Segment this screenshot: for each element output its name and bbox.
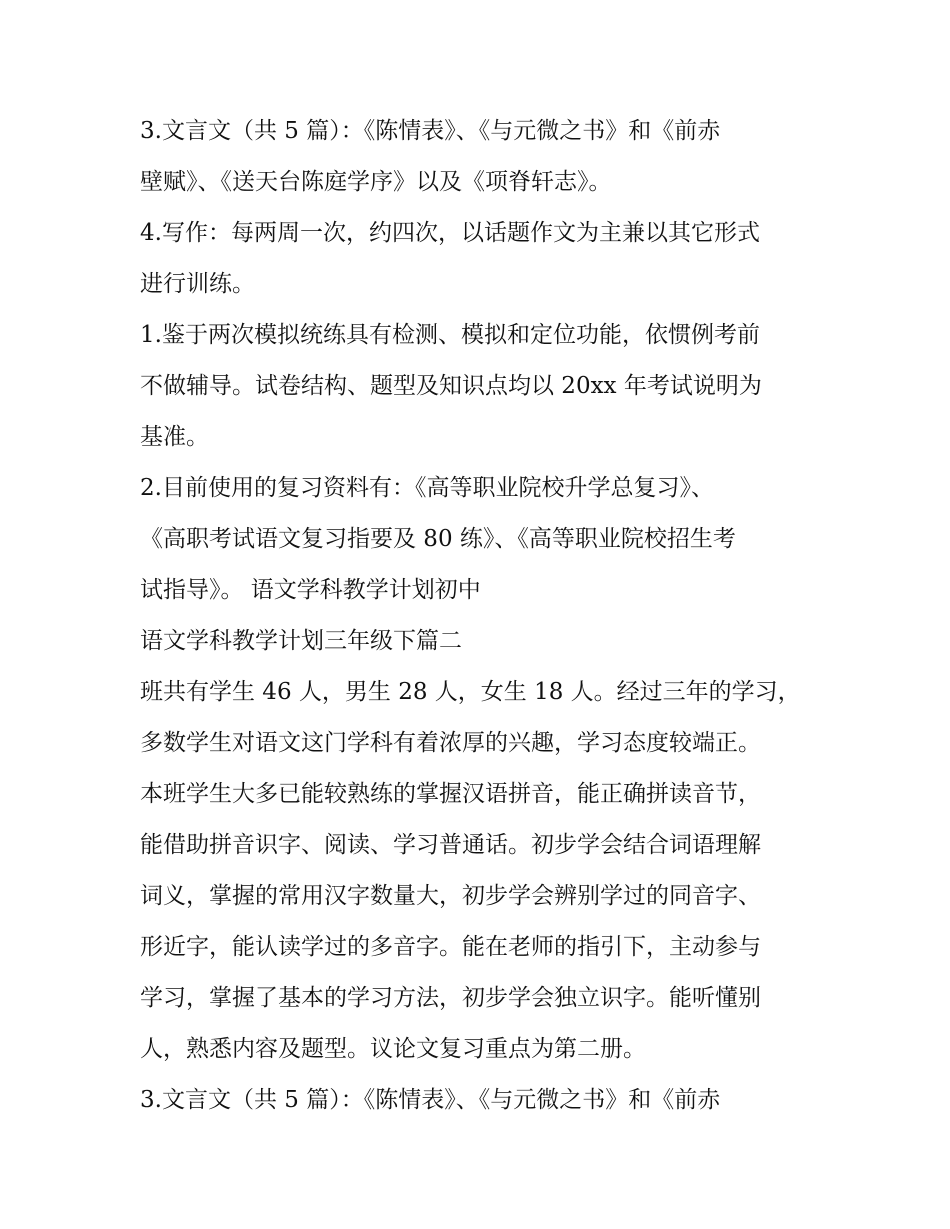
text-line: 学习，掌握了基本的学习方法，初步学会独立识字。能听懂别 [140,985,761,1011]
text-line: 进行训练。 [140,271,255,297]
text-line: 2.目前使用的复习资料有：《高等职业院校升学总复习》、 [140,475,714,501]
text-line: 1.鉴于两次模拟统练具有检测、模拟和定位功能，依惯例考前 [140,322,760,348]
text-line: 4.写作：每两周一次，约四次，以话题作文为主兼以其它形式 [140,220,760,246]
text-line: 词义，掌握的常用汉字数量大，初步学会辨别学过的同音字、 [140,883,761,909]
text-line: 本班学生大多已能较熟练的掌握汉语拼音，能正确拼读音节， [140,781,761,807]
text-line: 基准。 [140,424,209,450]
text-line: 《高职考试语文复习指要及 80 练》、《高等职业院校招生考 [140,526,736,552]
text-line: 班共有学生 46 人，男生 28 人，女生 18 人。经过三年的学习， [140,679,801,705]
text-line: 多数学生对语文这门学科有着浓厚的兴趣，学习态度较端正。 [140,730,761,756]
text-line: 能借助拼音识字、阅读、学习普通话。初步学会结合词语理解 [140,832,761,858]
text-line: 人，熟悉内容及题型。议论文复习重点为第二册。 [140,1036,646,1062]
section-heading: 语文学科教学计划三年级下篇二 [140,628,462,654]
text-line: 不做辅导。试卷结构、题型及知识点均以 20xx 年考试说明为 [140,373,762,399]
text-line: 试指导》。 语文学科教学计划初中 [140,577,481,603]
text-line: 形近字，能认读学过的多音字。能在老师的指引下，主动参与 [140,934,761,960]
text-line: 3.文言文（共 5 篇）：《陈情表》、《与元微之书》和《前赤 [140,1087,721,1113]
text-line: 壁赋》、《送天台陈庭学序》以及《项脊轩志》。 [140,169,612,195]
document-body [140,106,820,1126]
text-line: 3.文言文（共 5 篇）：《陈情表》、《与元微之书》和《前赤 [140,118,721,144]
